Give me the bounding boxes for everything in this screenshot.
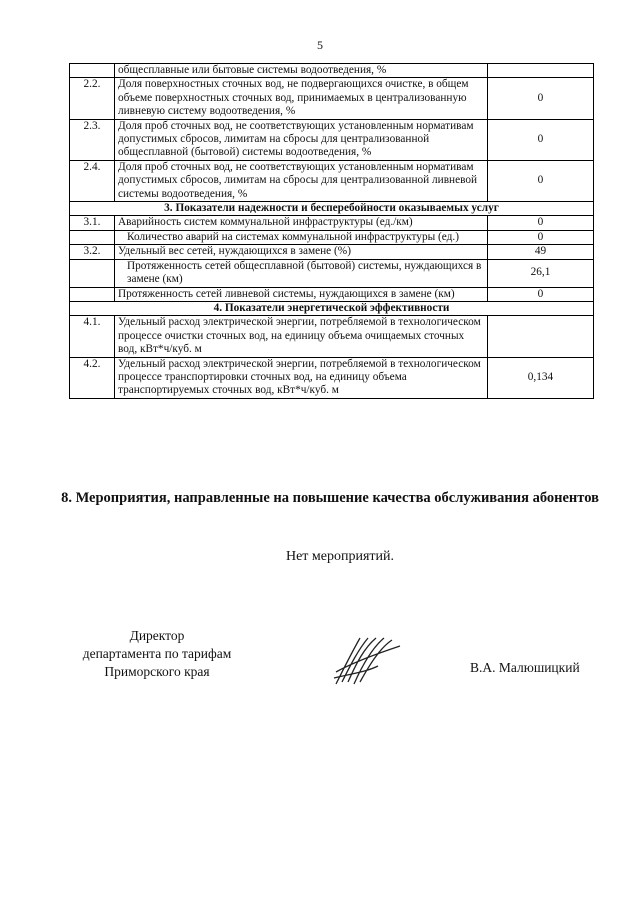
row-description: Аварийность систем коммунальной инфраструктуры (ед./км) <box>115 216 488 230</box>
position-line: департамента по тарифам <box>82 646 232 661</box>
section-title: 8. Мероприятия, направленные на повышение качества обслуживания абонентов <box>61 490 599 506</box>
page-number: 5 <box>317 38 323 52</box>
row-number: 2.3. <box>70 119 115 160</box>
indicators-table-body <box>70 64 594 399</box>
table-row <box>70 119 594 160</box>
row-number <box>70 230 115 244</box>
row-description: Удельный расход электрической энергии, потребляемой в технологическом процессе транспортировки сточных вод, на единицу объема транспортируемых сточных вод, кВт*ч/куб. м <box>115 357 488 398</box>
no-measures-text: Нет мероприятий. <box>285 549 395 564</box>
table-row <box>70 78 594 119</box>
signatory-name: В.А. Малюшицкий <box>470 660 580 675</box>
row-value: 0 <box>488 230 594 244</box>
row-description: Доля поверхностных сточных вод, не подвергающихся очистке, в общем объеме поверхностных сточных вод, принимаемых в централизованную ливневую систему водоотведения, % <box>115 78 488 119</box>
row-number: 2.4. <box>70 160 115 201</box>
row-number: 4.1. <box>70 316 115 357</box>
row-number: 4.2. <box>70 357 115 398</box>
table-row <box>70 287 594 301</box>
row-description: Протяженность сетей общесплавной (бытовой) системы, нуждающихся в замене (км) <box>115 259 488 287</box>
row-value: 0,134 <box>488 357 594 398</box>
row-number <box>70 259 115 287</box>
table-row <box>70 230 594 244</box>
row-description: Удельный вес сетей, нуждающихся в замене (%) <box>115 245 488 259</box>
row-value: 0 <box>488 160 594 201</box>
row-description: Протяженность сетей ливневой системы, нуждающихся в замене (км) <box>115 287 488 301</box>
table-row <box>70 160 594 201</box>
row-value: 0 <box>488 119 594 160</box>
row-description: Удельный расход электрической энергии, потребляемой в технологическом процессе очистки сточных вод, на единицу объема очищаемых сточных вод, кВт*ч/куб. м <box>115 316 488 357</box>
table-row <box>70 245 594 259</box>
row-number <box>70 287 115 301</box>
row-value: 26,1 <box>488 259 594 287</box>
row-number: 3.2. <box>70 245 115 259</box>
section-header: 3. Показатели надежности и бесперебойности оказываемых услуг <box>70 202 594 216</box>
section-header: 4. Показатели энергетической эффективности <box>70 301 594 315</box>
row-value: 0 <box>488 78 594 119</box>
row-value: 0 <box>488 287 594 301</box>
row-description: Доля проб сточных вод, не соответствующих установленным нормативам допустимых сбросов, лимитам на сбросы для централизованной общесплавной (бытовой) системы водоотведения, % <box>115 119 488 160</box>
position-line: Приморского края <box>104 664 210 679</box>
row-value: 49 <box>488 245 594 259</box>
section-header-row <box>70 202 594 216</box>
row-description: общесплавные или бытовые системы водоотведения, % <box>115 64 488 78</box>
table-row <box>70 357 594 398</box>
table-row <box>70 316 594 357</box>
section-header-row <box>70 301 594 315</box>
signatory-position <box>57 627 257 681</box>
row-value: 0 <box>488 216 594 230</box>
row-value <box>488 316 594 357</box>
table-row <box>70 64 594 78</box>
row-value <box>488 64 594 78</box>
table-row <box>70 259 594 287</box>
row-description: Доля проб сточных вод, не соответствующих установленным нормативам допустимых сбросов, лимитам на сбросы для централизованной ливневой системы водоотведения, % <box>115 160 488 201</box>
indicators-table <box>69 63 594 399</box>
table-row <box>70 216 594 230</box>
row-number: 3.1. <box>70 216 115 230</box>
row-number: 2.2. <box>70 78 115 119</box>
row-description: Количество аварий на системах коммунальной инфраструктуры (ед.) <box>115 230 488 244</box>
handwritten-signature <box>330 632 410 692</box>
row-number <box>70 64 115 78</box>
position-line: Директор <box>129 628 185 643</box>
